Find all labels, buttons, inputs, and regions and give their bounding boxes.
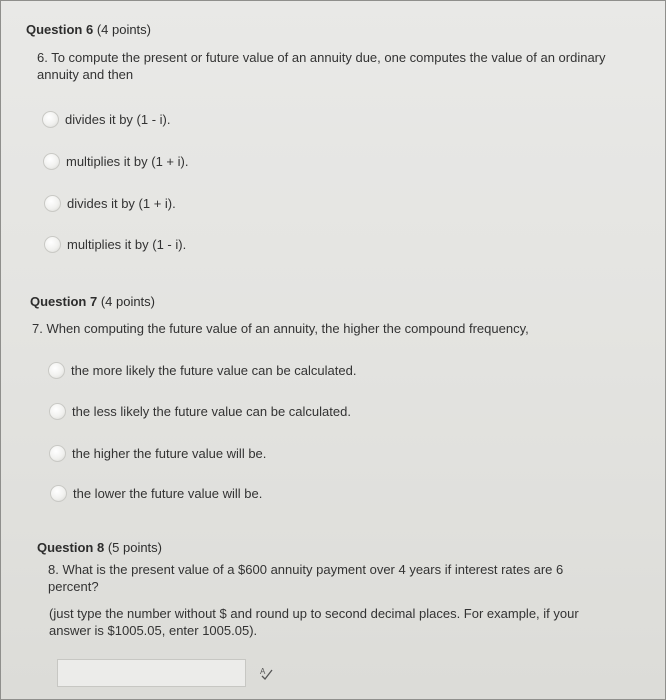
q7-option-3[interactable] (49, 443, 266, 463)
question-heading-text: Question 8 (37, 540, 105, 555)
radio-button[interactable] (49, 445, 66, 462)
q6-option-1[interactable] (42, 109, 170, 129)
question-6-text (37, 49, 617, 83)
question-points: (4 points) (96, 22, 152, 37)
question-8-instruction (49, 605, 609, 639)
radio-button[interactable] (49, 403, 66, 420)
radio-button[interactable] (43, 153, 60, 170)
q7-option-2[interactable] (49, 401, 351, 421)
radio-button[interactable] (50, 485, 67, 502)
question-7-text (32, 320, 642, 337)
q7-option-1[interactable] (48, 360, 356, 380)
question-text: 8. What is the present value of a $600 annuity payment over 4 years if interest rates are 6 percent? (48, 562, 564, 594)
option-label: multiplies it by (1 - i). (67, 236, 187, 252)
radio-button[interactable] (48, 362, 65, 379)
option-label: multiplies it by (1 + i). (66, 153, 189, 169)
svg-text:A: A (260, 667, 266, 676)
answer-input[interactable] (57, 659, 246, 687)
q6-option-3[interactable] (44, 193, 176, 213)
question-points: (4 points) (100, 294, 156, 309)
option-label: divides it by (1 - i). (65, 111, 171, 127)
option-label: the lower the future value will be. (73, 485, 263, 501)
question-instruction: (just type the number without $ and round up to second decimal places. For example, if your answer is $1005.05, enter 1005.05). (49, 606, 579, 638)
option-label: divides it by (1 + i). (67, 195, 176, 211)
q7-option-4[interactable] (50, 483, 262, 503)
spellcheck-icon[interactable] (258, 665, 274, 681)
q6-option-2[interactable] (43, 151, 188, 171)
radio-button[interactable] (44, 195, 61, 212)
question-8-heading (37, 540, 666, 555)
option-label: the more likely the future value can be calculated. (71, 362, 357, 378)
radio-button[interactable] (42, 111, 59, 128)
question-heading-text: Question 7 (30, 294, 98, 309)
question-text: 7. When computing the future value of an annuity, the higher the compound frequency, (32, 321, 529, 336)
q6-option-4[interactable] (44, 234, 186, 254)
question-heading-text: Question 6 (26, 22, 94, 37)
question-text: 6. To compute the present or future value of an annuity due, one computes the value of an ordinary annuity and then (37, 50, 606, 82)
radio-button[interactable] (44, 236, 61, 253)
option-label: the higher the future value will be. (72, 445, 267, 461)
question-6-heading (26, 22, 666, 37)
question-7-heading (30, 294, 666, 309)
option-label: the less likely the future value can be calculated. (72, 403, 351, 419)
question-points: (5 points) (107, 540, 163, 555)
question-8-text (48, 561, 608, 595)
